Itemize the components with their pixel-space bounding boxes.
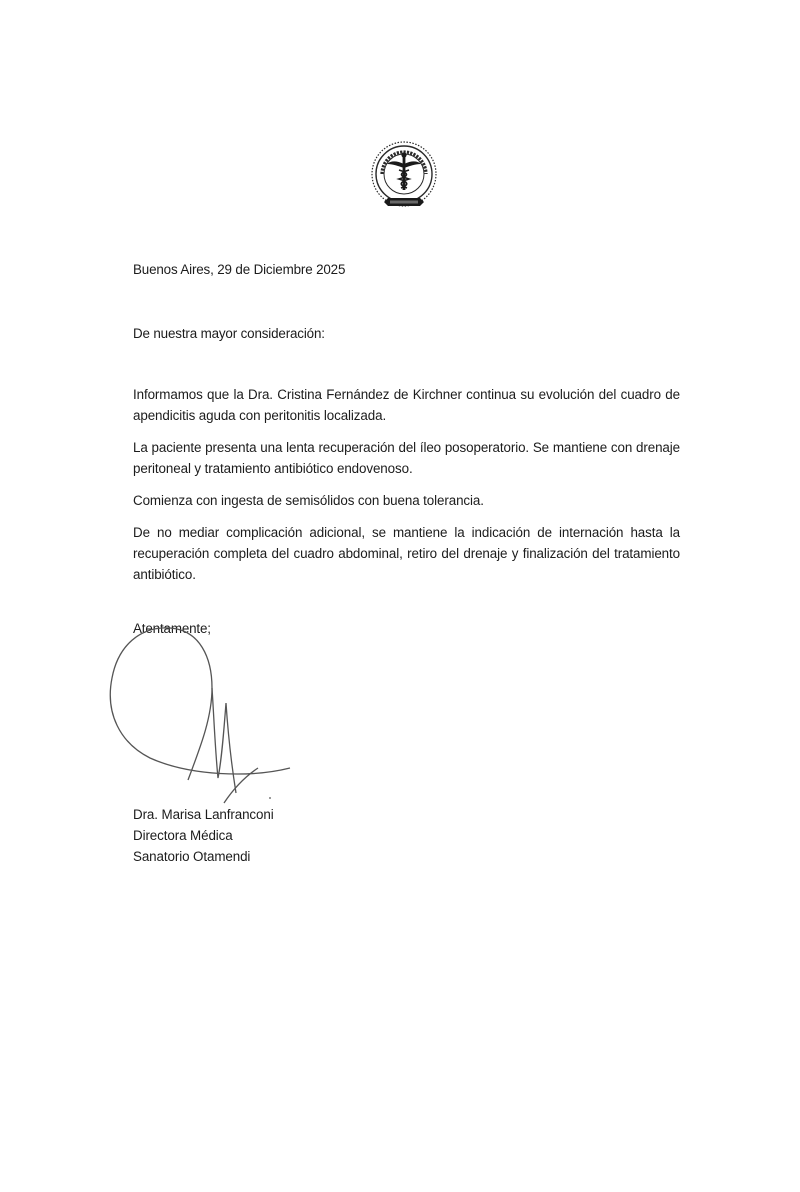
- sanatorio-logo: [368, 140, 440, 216]
- signature-icon: [100, 608, 300, 808]
- signer-block: [133, 804, 274, 867]
- paragraph-2: La paciente presenta una lenta recuperación del íleo posoperatorio. Se mantiene con drenaje peritoneal y tratamiento antibiótico endovenoso.: [133, 440, 680, 476]
- paragraph-3: Comienza con ingesta de semisólidos con buena tolerancia.: [133, 493, 484, 508]
- signer-name: Dra. Marisa Lanfranconi: [133, 807, 274, 822]
- paragraph-4: De no mediar complicación adicional, se mantiene la indicación de internación hasta la recuperación completa del cuadro abdominal, retiro del drenaje y finalización del tratamiento antibiótico.: [133, 525, 680, 582]
- salutation: De nuestra mayor consideración:: [133, 326, 325, 341]
- letter-body: [133, 384, 680, 596]
- handwritten-signature: [100, 608, 300, 808]
- signer-organization: Sanatorio Otamendi: [133, 849, 251, 864]
- paragraph-1: Informamos que la Dra. Cristina Fernández de Kirchner continua su evolución del cuadro de apendicitis aguda con peritonitis localizada.: [133, 387, 680, 423]
- signer-title: Directora Médica: [133, 828, 233, 843]
- caduceus-seal-icon: [368, 140, 440, 216]
- closing: Atentamente;: [133, 621, 211, 636]
- date-line: Buenos Aires, 29 de Diciembre 2025: [133, 262, 346, 277]
